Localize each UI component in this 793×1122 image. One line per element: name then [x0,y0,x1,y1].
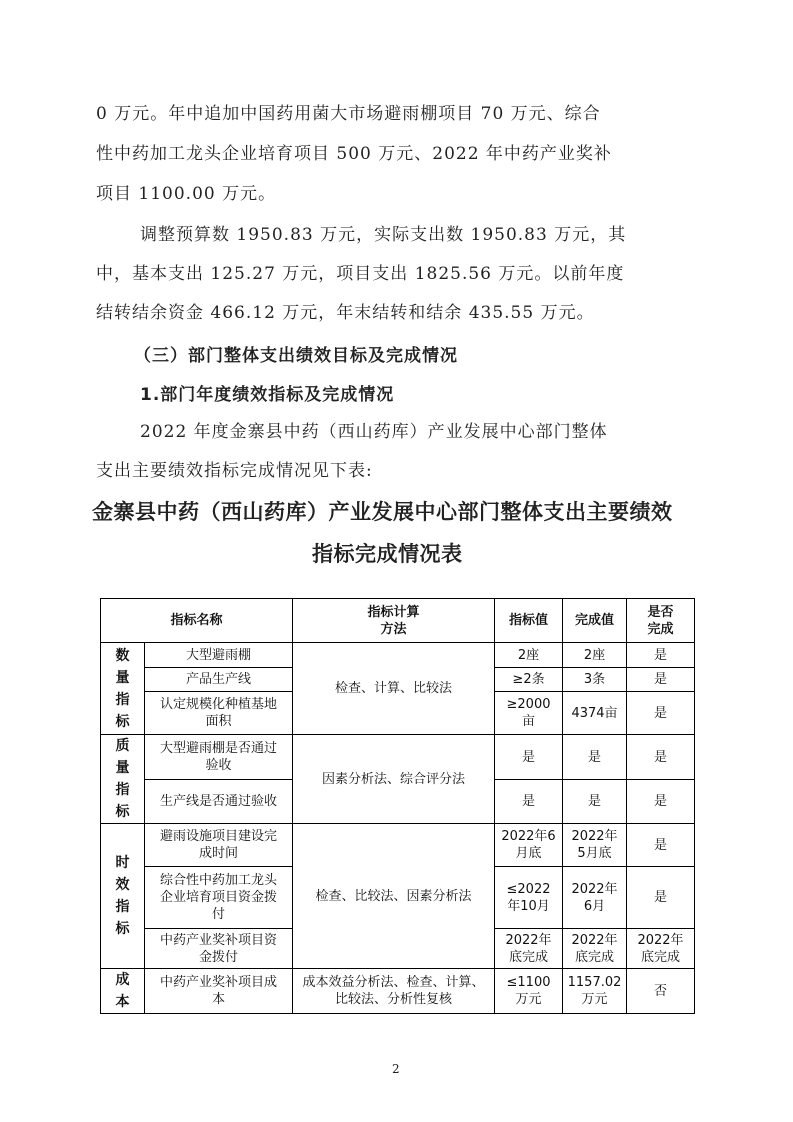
indicator-name: 认定规模化种植基地 面积 [145,692,293,735]
actual-value: 2022年 5月底 [563,824,627,867]
paragraph-line: 结转结余资金 466.12 万元，年末结转和结余 435.55 万元。 [96,303,595,323]
category-cost: 成 本 [101,969,145,1014]
intro-line: 支出主要绩效指标完成情况见下表: [96,461,373,481]
actual-value: 2座 [563,643,627,668]
table-header-row [101,599,695,643]
target-value: 2座 [495,643,563,668]
target-value: ≥2000 亩 [495,692,563,735]
done-value: 否 [627,969,695,1014]
paragraph-line: 项目 1100.00 万元。 [96,184,277,204]
category-timeliness: 时 效 指 标 [101,824,145,969]
indicator-name: 生产线是否通过验收 [145,780,293,824]
done-value: 是 [627,668,695,692]
actual-value: 2022年 6月 [563,867,627,929]
paragraph-line: 调整预算数 1950.83 万元，实际支出数 1950.83 万元，其 [140,225,627,245]
performance-table [100,598,695,1014]
method-quality: 因素分析法、综合评分法 [293,735,495,824]
done-value: 是 [627,735,695,780]
indicator-name: 综合性中药加工龙头 企业培育项目资金拨 付 [145,867,293,929]
header-method: 指标计算 方法 [293,599,495,643]
category-quantity: 数 量 指 标 [101,643,145,735]
table-row [101,969,695,1014]
method-timeliness: 检查、比较法、因素分析法 [293,824,495,969]
actual-value: 是 [563,780,627,824]
target-value: ≤1100 万元 [495,969,563,1014]
subsection-heading: 1.部门年度绩效指标及完成情况 [140,385,395,405]
paragraph-line: 中，基本支出 125.27 万元，项目支出 1825.56 万元。以前年度 [96,264,625,284]
indicator-name: 大型避雨棚 [145,643,293,668]
table-row [101,824,695,867]
header-actual: 完成值 [563,599,627,643]
done-value: 是 [627,824,695,867]
indicator-name: 产品生产线 [145,668,293,692]
method-quantity: 检查、计算、比较法 [293,643,495,735]
done-value: 是 [627,780,695,824]
method-cost: 成本效益分析法、检查、计算、 比较法、分析性复核 [293,969,495,1014]
header-name: 指标名称 [101,599,293,643]
target-value: 2022年6 月底 [495,824,563,867]
done-value: 是 [627,643,695,668]
table-title: 金寨县中药（西山药库）产业发展中心部门整体支出主要绩效 [92,500,673,524]
indicator-name: 大型避雨棚是否通过 验收 [145,735,293,780]
target-value: ≤2022 年10月 [495,867,563,929]
actual-value: 2022年 底完成 [563,929,627,969]
target-value: 2022年 底完成 [495,929,563,969]
intro-line: 2022 年度金寨县中药（西山药库）产业发展中心部门整体 [140,422,608,442]
indicator-name: 中药产业奖补项目成 本 [145,969,293,1014]
table-row [101,735,695,780]
header-done: 是否 完成 [627,599,695,643]
paragraph-line: 性中药加工龙头企业培育项目 500 万元、2022 年中药产业奖补 [96,144,612,164]
actual-value: 1157.02 万元 [563,969,627,1014]
section-heading: （三）部门整体支出绩效目标及完成情况 [134,346,458,366]
done-value: 是 [627,867,695,929]
indicator-name: 避雨设施项目建设完 成时间 [145,824,293,867]
page-number: 2 [392,1062,400,1076]
target-value: ≥2条 [495,668,563,692]
actual-value: 4374亩 [563,692,627,735]
table-title: 指标完成情况表 [312,542,463,566]
actual-value: 是 [563,735,627,780]
table-row [101,643,695,668]
category-quality: 质 量 指 标 [101,735,145,824]
indicator-name: 中药产业奖补项目资 金拨付 [145,929,293,969]
header-target: 指标值 [495,599,563,643]
target-value: 是 [495,780,563,824]
actual-value: 3条 [563,668,627,692]
done-value: 是 [627,692,695,735]
paragraph-line: 0 万元。年中追加中国药用菌大市场避雨棚项目 70 万元、综合 [96,104,601,124]
target-value: 是 [495,735,563,780]
done-value: 2022年 底完成 [627,929,695,969]
